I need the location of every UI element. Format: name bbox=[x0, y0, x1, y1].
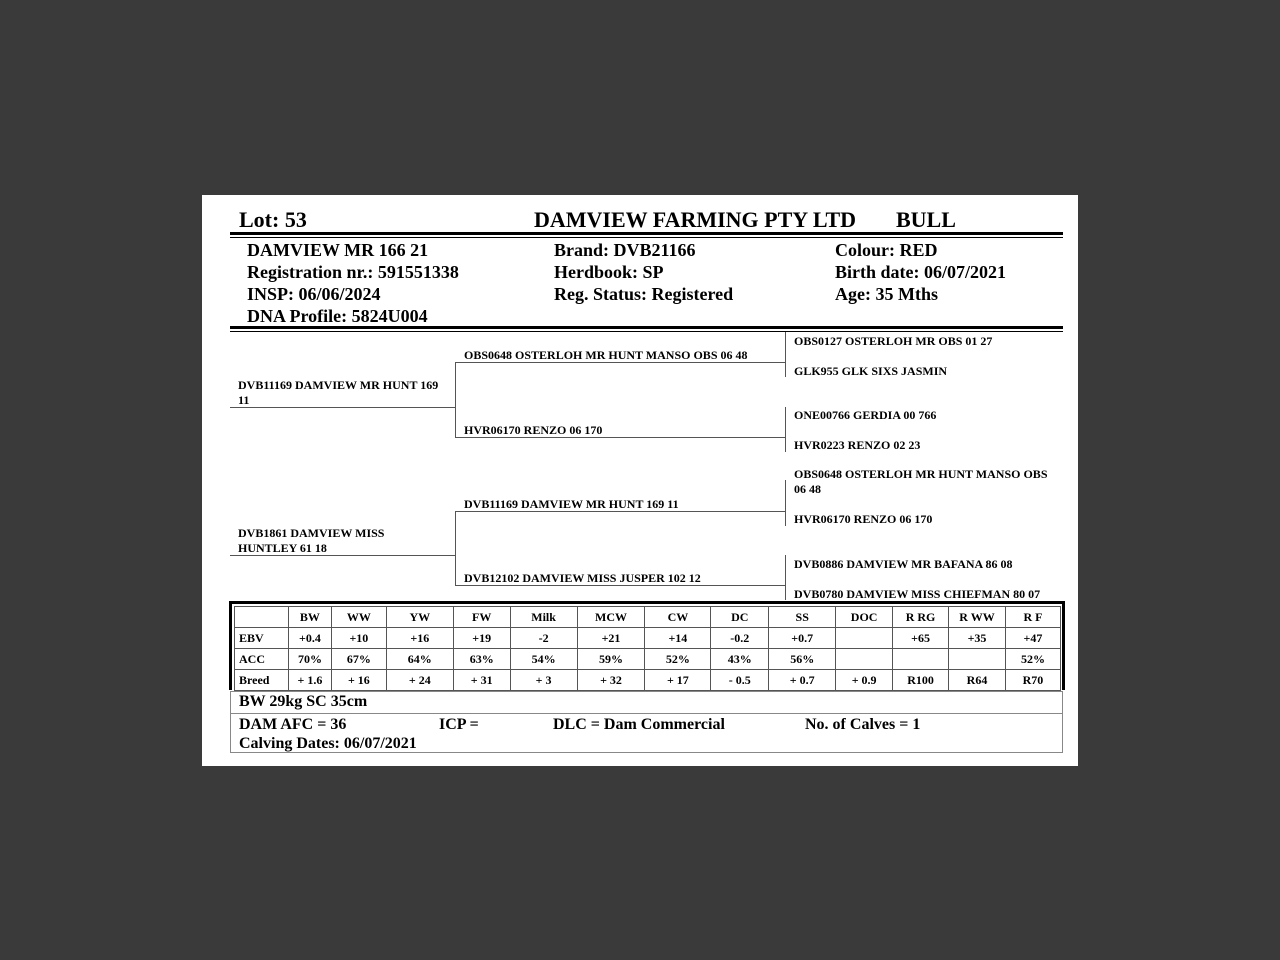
lot-number: 53 bbox=[284, 207, 307, 232]
ebv-cell: + 16 bbox=[331, 670, 386, 691]
calving-dates: Calving Dates: 06/07/2021 bbox=[239, 735, 417, 752]
ebv-cell: -2 bbox=[510, 628, 577, 649]
ebv-header-row bbox=[235, 607, 1061, 628]
ebv-header-cell: BW bbox=[288, 607, 331, 628]
herdbook: Herdbook: SP bbox=[554, 262, 664, 282]
ebv-cell: 59% bbox=[577, 649, 645, 670]
header-rule-thick bbox=[230, 232, 1063, 235]
pedigree-gen3-2: GLK955 GLK SIXS JASMIN bbox=[794, 364, 948, 378]
dna-profile: DNA Profile: 5824U004 bbox=[247, 306, 428, 326]
ebv-table-body bbox=[235, 607, 1061, 691]
pedigree-gen3-6: HVR06170 RENZO 06 170 bbox=[794, 512, 933, 526]
ebv-cell: +14 bbox=[645, 628, 711, 649]
breeder-name: DAMVIEW FARMING PTY LTD bbox=[534, 207, 857, 232]
pedigree-gen3-5: OBS0648 OSTERLOH MR HUNT MANSO OBS 06 48 bbox=[794, 467, 1048, 496]
ebv-cell: + 1.6 bbox=[288, 670, 331, 691]
ebv-header-cell: DOC bbox=[836, 607, 893, 628]
ebv-cell: 52% bbox=[645, 649, 711, 670]
pedigree-line bbox=[785, 555, 786, 600]
birth-date: Birth date: 06/07/2021 bbox=[835, 262, 1006, 282]
ebv-header-cell: DC bbox=[711, 607, 769, 628]
ebv-cell: +47 bbox=[1005, 628, 1060, 649]
brand: Brand: DVB21166 bbox=[554, 240, 696, 260]
pedigree-line bbox=[785, 332, 786, 377]
dlc: DLC = Dam Commercial bbox=[553, 716, 725, 733]
ebv-header-cell: FW bbox=[453, 607, 510, 628]
ebv-row-label: EBV bbox=[235, 628, 289, 649]
insp-date: INSP: 06/06/2024 bbox=[247, 284, 381, 304]
ebv-row-ebv bbox=[235, 628, 1061, 649]
dam-info-box bbox=[230, 713, 1063, 753]
ebv-cell: -0.2 bbox=[711, 628, 769, 649]
ebv-header-cell: YW bbox=[386, 607, 453, 628]
ebv-header-cell: WW bbox=[331, 607, 386, 628]
header-rule-thin bbox=[230, 237, 1063, 238]
ebv-header-cell: R WW bbox=[949, 607, 1006, 628]
ebv-cell: 67% bbox=[331, 649, 386, 670]
ebv-header-cell: Milk bbox=[510, 607, 577, 628]
ebv-cell: R100 bbox=[893, 670, 949, 691]
ebv-cell: +16 bbox=[386, 628, 453, 649]
ebv-cell bbox=[949, 649, 1006, 670]
ebv-cell: + 17 bbox=[645, 670, 711, 691]
pedigree-gen3-3: ONE00766 GERDIA 00 766 bbox=[794, 408, 937, 422]
pedigree-line bbox=[785, 480, 786, 526]
no-of-calves: No. of Calves = 1 bbox=[805, 716, 921, 733]
pedigree-gen3-4: HVR0223 RENZO 02 23 bbox=[794, 438, 921, 452]
ebv-header-cell bbox=[235, 607, 289, 628]
ebv-cell: +35 bbox=[949, 628, 1006, 649]
ebv-cell bbox=[893, 649, 949, 670]
pedigree-line bbox=[455, 511, 456, 585]
ebv-cell: +0.7 bbox=[769, 628, 836, 649]
ebv-header-cell: R F bbox=[1005, 607, 1060, 628]
pedigree-dam-sire: DVB11169 DAMVIEW MR HUNT 169 11 bbox=[464, 497, 679, 511]
lot-label-text: Lot: bbox=[239, 207, 280, 232]
pedigree-sire-dam: HVR06170 RENZO 06 170 bbox=[464, 423, 603, 437]
lot-card bbox=[202, 195, 1078, 766]
animal-name: DAMVIEW MR 166 21 bbox=[247, 240, 429, 260]
ebv-cell: 52% bbox=[1005, 649, 1060, 670]
ebv-cell: 70% bbox=[288, 649, 331, 670]
registration-number: Registration nr.: 591551338 bbox=[247, 262, 459, 282]
pedigree-gen3-7: DVB0886 DAMVIEW MR BAFANA 86 08 bbox=[794, 557, 1013, 571]
ebv-row-acc bbox=[235, 649, 1061, 670]
ebv-cell: 64% bbox=[386, 649, 453, 670]
ebv-header-cell: MCW bbox=[577, 607, 645, 628]
pedigree-dam-dam: DVB12102 DAMVIEW MISS JUSPER 102 12 bbox=[464, 571, 701, 585]
ebv-row-breed bbox=[235, 670, 1061, 691]
ebv-cell: +0.4 bbox=[288, 628, 331, 649]
reg-status: Reg. Status: Registered bbox=[554, 284, 734, 304]
ebv-cell: 54% bbox=[510, 649, 577, 670]
dam-afc: DAM AFC = 36 bbox=[239, 716, 347, 733]
ebv-cell: 56% bbox=[769, 649, 836, 670]
pedigree-sire-sire: OBS0648 OSTERLOH MR HUNT MANSO OBS 06 48 bbox=[464, 348, 748, 362]
ebv-cell bbox=[836, 628, 893, 649]
colour: Colour: RED bbox=[835, 240, 938, 260]
weights-box bbox=[230, 691, 1063, 714]
ebv-cell: R70 bbox=[1005, 670, 1060, 691]
ebv-cell: R64 bbox=[949, 670, 1006, 691]
icp: ICP = bbox=[439, 716, 479, 733]
pedigree-sire: DVB11169 DAMVIEW MR HUNT 169 11 bbox=[238, 378, 439, 407]
ebv-cell: +19 bbox=[453, 628, 510, 649]
ebv-cell: + 32 bbox=[577, 670, 645, 691]
ebv-cell: 43% bbox=[711, 649, 769, 670]
ebv-header-cell: R RG bbox=[893, 607, 949, 628]
pedigree-gen3-8: DVB0780 DAMVIEW MISS CHIEFMAN 80 07 bbox=[794, 587, 1041, 601]
ebv-cell: - 0.5 bbox=[711, 670, 769, 691]
ebv-cell: + 0.9 bbox=[836, 670, 893, 691]
ebv-cell bbox=[836, 649, 893, 670]
ebv-cell: + 0.7 bbox=[769, 670, 836, 691]
info-rule-thin bbox=[230, 331, 1063, 332]
age: Age: 35 Mths bbox=[835, 284, 938, 304]
ebv-cell: 63% bbox=[453, 649, 510, 670]
ebv-cell: + 3 bbox=[510, 670, 577, 691]
pedigree-dam: DVB1861 DAMVIEW MISS HUNTLEY 61 18 bbox=[238, 526, 385, 555]
ebv-cell: +21 bbox=[577, 628, 645, 649]
ebv-cell: +10 bbox=[331, 628, 386, 649]
lot-label bbox=[239, 207, 307, 233]
pedigree-gen3-1: OBS0127 OSTERLOH MR OBS 01 27 bbox=[794, 334, 993, 348]
ebv-row-label: ACC bbox=[235, 649, 289, 670]
pedigree-line bbox=[785, 407, 786, 452]
ebv-cell: + 24 bbox=[386, 670, 453, 691]
ebv-cell: + 31 bbox=[453, 670, 510, 691]
ebv-row-label: Breed bbox=[235, 670, 289, 691]
ebv-header-cell: SS bbox=[769, 607, 836, 628]
ebv-header-cell: CW bbox=[645, 607, 711, 628]
ebv-table-frame bbox=[229, 601, 1065, 690]
weights-text: BW 29kg SC 35cm bbox=[239, 693, 368, 710]
animal-sex: BULL bbox=[896, 207, 956, 232]
info-rule-thick bbox=[230, 326, 1063, 329]
pedigree-line bbox=[455, 362, 456, 437]
ebv-cell: +65 bbox=[893, 628, 949, 649]
ebv-table bbox=[234, 606, 1061, 691]
